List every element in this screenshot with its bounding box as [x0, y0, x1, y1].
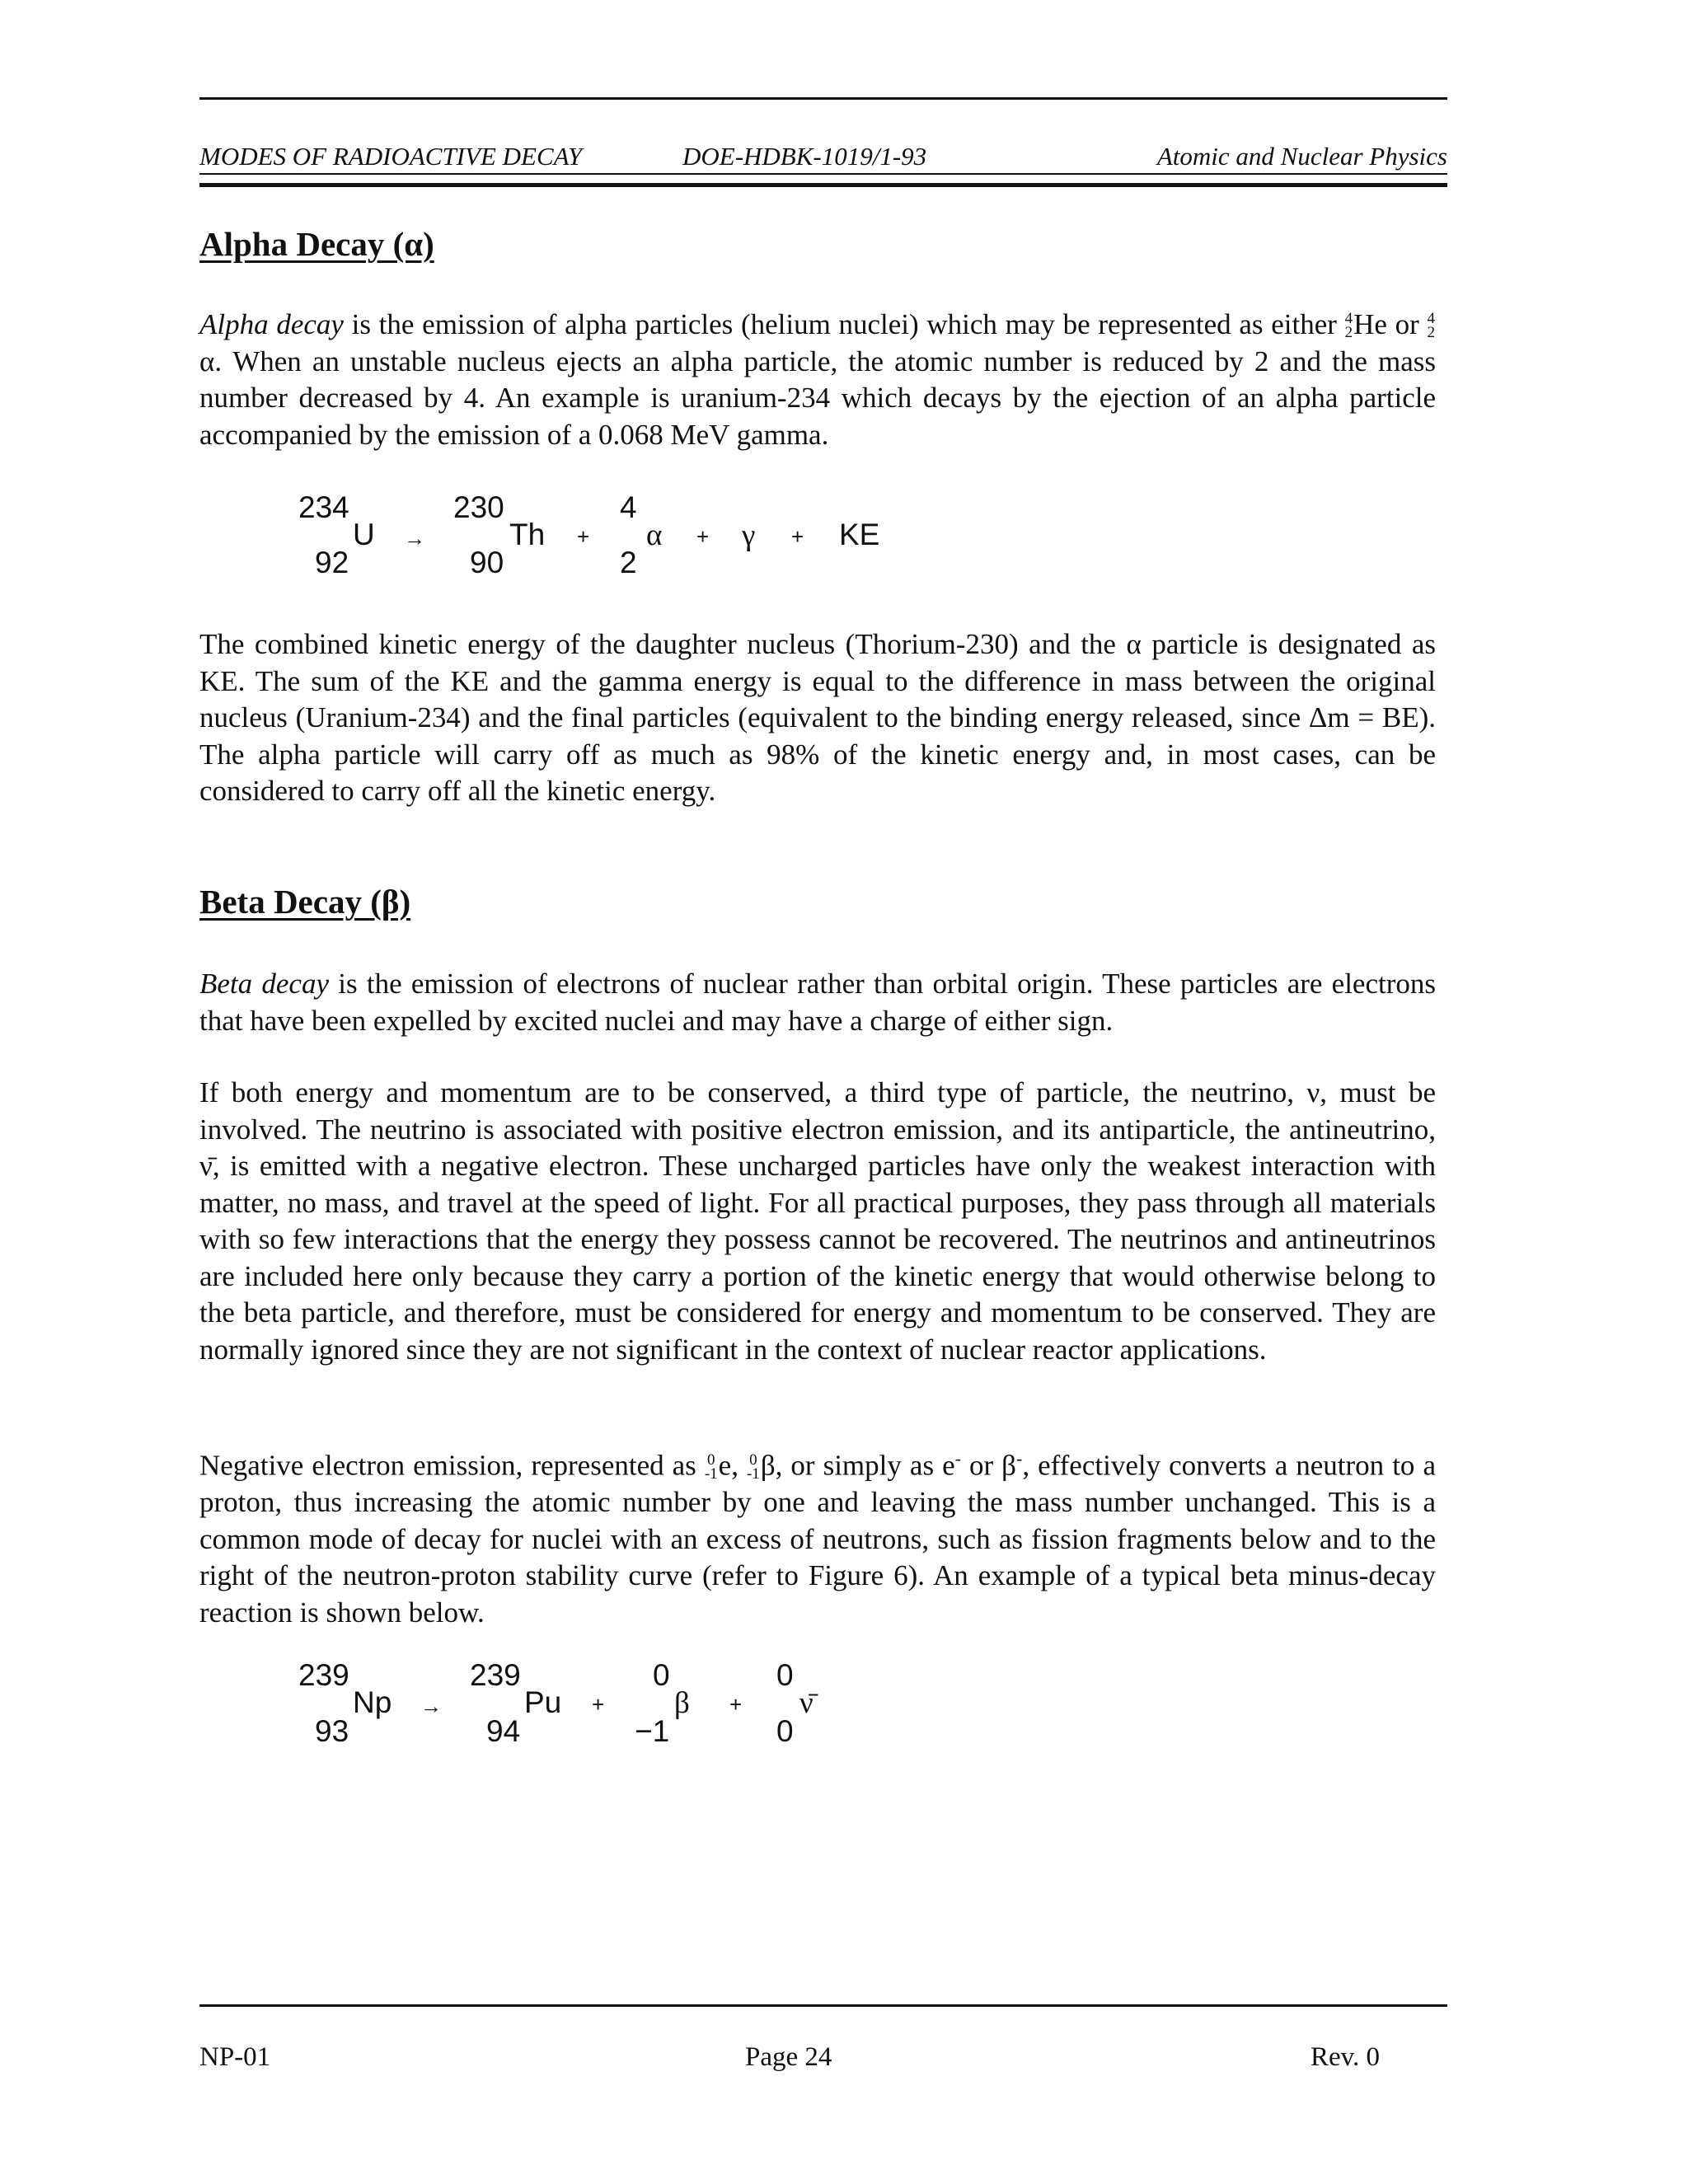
nu-z: 0	[776, 1714, 794, 1748]
alpha-p1-text-2: . When an unstable nucleus ejects an alpha particle, the atomic number is reduced by 2 and the mass number decreased by 4. An example is uranium-234 which decays by the ejection of an alpha particle accompanied by the emission of a 0.068 MeV gamma.	[199, 344, 1436, 451]
beta-z: −1	[635, 1714, 670, 1748]
header-bottom-rule	[199, 173, 1447, 175]
plus-3: +	[791, 524, 804, 549]
b-mass: 0	[749, 1451, 757, 1469]
electron-symbol: e	[718, 1449, 732, 1482]
alpha-p1-text-1: is the emission of alpha particles (helium nuclei) which may be represented as either	[343, 308, 1345, 340]
header-top-rule	[199, 97, 1447, 100]
beta-p3-text-4: , effectively converts a neutron to a proton, thus increasing the atomic number by one and leaving the mass number unchanged. This is a common mode of decay for nuclei with an excess of neutrons, such as fission fragments below and to the right of the neutron-proton stability curve (refer to Figure 6). An example of a typical beta minus-decay reaction is shown below.	[199, 1449, 1436, 1629]
header-bottom-rule-thick	[199, 183, 1447, 187]
he-mass: 4	[1344, 309, 1353, 327]
e-z: -1	[704, 1465, 718, 1483]
minus-sup-1: -	[954, 1448, 961, 1469]
b-z: -1	[746, 1465, 760, 1483]
a-z: 2	[1427, 323, 1435, 341]
np-z: 93	[315, 1714, 349, 1748]
footer-rule	[199, 2004, 1447, 2007]
a-mass: 4	[1427, 309, 1435, 327]
or-text: or	[1386, 308, 1428, 340]
footer-left: NP-01	[199, 2042, 271, 2072]
beta-p1-text: is the emission of electrons of nuclear rather than orbital origin. These particles are electrons that have been expelled by excited nuclei and may have a charge of either sign.	[199, 968, 1437, 1037]
beta-notation	[747, 1453, 760, 1481]
beta-particle: β	[674, 1686, 690, 1720]
u-z: 92	[315, 546, 349, 579]
header-right-title: Atomic and Nuclear Physics	[1156, 142, 1447, 171]
arrow-2: →	[420, 1694, 442, 1718]
alpha-term: Alpha decay	[199, 308, 344, 340]
plus-4: +	[592, 1692, 605, 1717]
helium-symbol: He	[1353, 308, 1387, 340]
pu-symbol: Pu	[524, 1685, 562, 1719]
beta-p3-text-2: , or simply as e	[775, 1449, 955, 1482]
plus-1: +	[577, 524, 590, 549]
comma: ,	[731, 1449, 747, 1482]
alpha-notation	[1427, 309, 1436, 341]
alpha-heading: Alpha Decay (α)	[199, 225, 434, 263]
alpha-paragraph-2: The combined kinetic energy of the daughter nucleus (Thorium-230) and the α particle is designated as KE. The sum of the KE and the gamma energy is equal to the difference in mass between the original nucleus (Uranium-234) and the final particles (equivalent to the binding energy released, since Δm = BE). The alpha particle will carry off as much as 98% of the kinetic energy and, in most cases, can be considered to carry off all the kinetic energy.	[199, 628, 1436, 807]
np-symbol: Np	[353, 1685, 392, 1719]
arrow-1: →	[404, 526, 425, 551]
header-doc-id: DOE-HDBK-1019/1-93	[682, 142, 927, 171]
beta-paragraph-1	[199, 966, 1436, 1039]
beta-heading: Beta Decay (β)	[199, 883, 411, 921]
electron-notation	[705, 1453, 718, 1481]
beta-term: Beta decay	[199, 968, 329, 1000]
th-symbol: Th	[509, 518, 546, 551]
alpha-particle: α	[646, 518, 663, 552]
helium-notation	[1344, 309, 1353, 341]
plus-5: +	[729, 1692, 743, 1717]
u-mass: 234	[298, 490, 349, 524]
beta-p3-text-1: Negative electron emission, represented as	[199, 1449, 705, 1482]
beta-paragraph-2: If both energy and momentum are to be conserved, a third type of particle, the neutrino, ν, must be involved. The neutrino is associated with positive electron emission, and its antiparticle, the antineutrino, ν̄, is emitted with a negative electron. These uncharged particles have only the weakest interaction with matter, no mass, and travel at the speed of light. For all practical purposes, they pass through all materials with so few interactions that the energy they possess cannot be recovered. The neutrinos and antineutrinos are included here only because they carry a portion of the kinetic energy that would otherwise belong to the beta particle, and therefore, must be considered for energy and momentum to be conserved. They are normally ignored since they are not significant in the context of nuclear reactor applications.	[199, 1076, 1436, 1366]
pu-mass: 239	[470, 1658, 521, 1692]
th-mass: 230	[453, 490, 504, 524]
gamma-symbol: γ	[742, 518, 756, 552]
plus-2: +	[696, 524, 710, 549]
alpha-paragraph-1	[199, 307, 1436, 453]
he-z: 2	[1344, 323, 1353, 341]
nu-mass: 0	[776, 1658, 794, 1692]
alpha-mass: 4	[620, 490, 637, 524]
beta-paragraph-3	[199, 1441, 1436, 1631]
minus-sup-2: -	[1015, 1448, 1023, 1469]
antineutrino-symbol: ν̄	[799, 1686, 814, 1720]
beta-mass: 0	[653, 1658, 670, 1692]
footer-right: Rev. 0	[1311, 2042, 1381, 2072]
u-symbol: U	[353, 518, 375, 551]
ke-symbol: KE	[839, 518, 880, 551]
e-mass: 0	[706, 1451, 715, 1469]
footer-page-number: Page 24	[745, 2042, 832, 2072]
header-left-title: MODES OF RADIOACTIVE DECAY	[199, 142, 583, 171]
pu-z: 94	[486, 1714, 521, 1748]
beta-p3-text-3: or β	[960, 1449, 1016, 1482]
beta-symbol: β	[760, 1449, 776, 1482]
alpha-z: 2	[620, 546, 637, 579]
alpha-symbol: α	[199, 344, 215, 377]
np-mass: 239	[298, 1658, 349, 1692]
th-z: 90	[470, 546, 504, 579]
